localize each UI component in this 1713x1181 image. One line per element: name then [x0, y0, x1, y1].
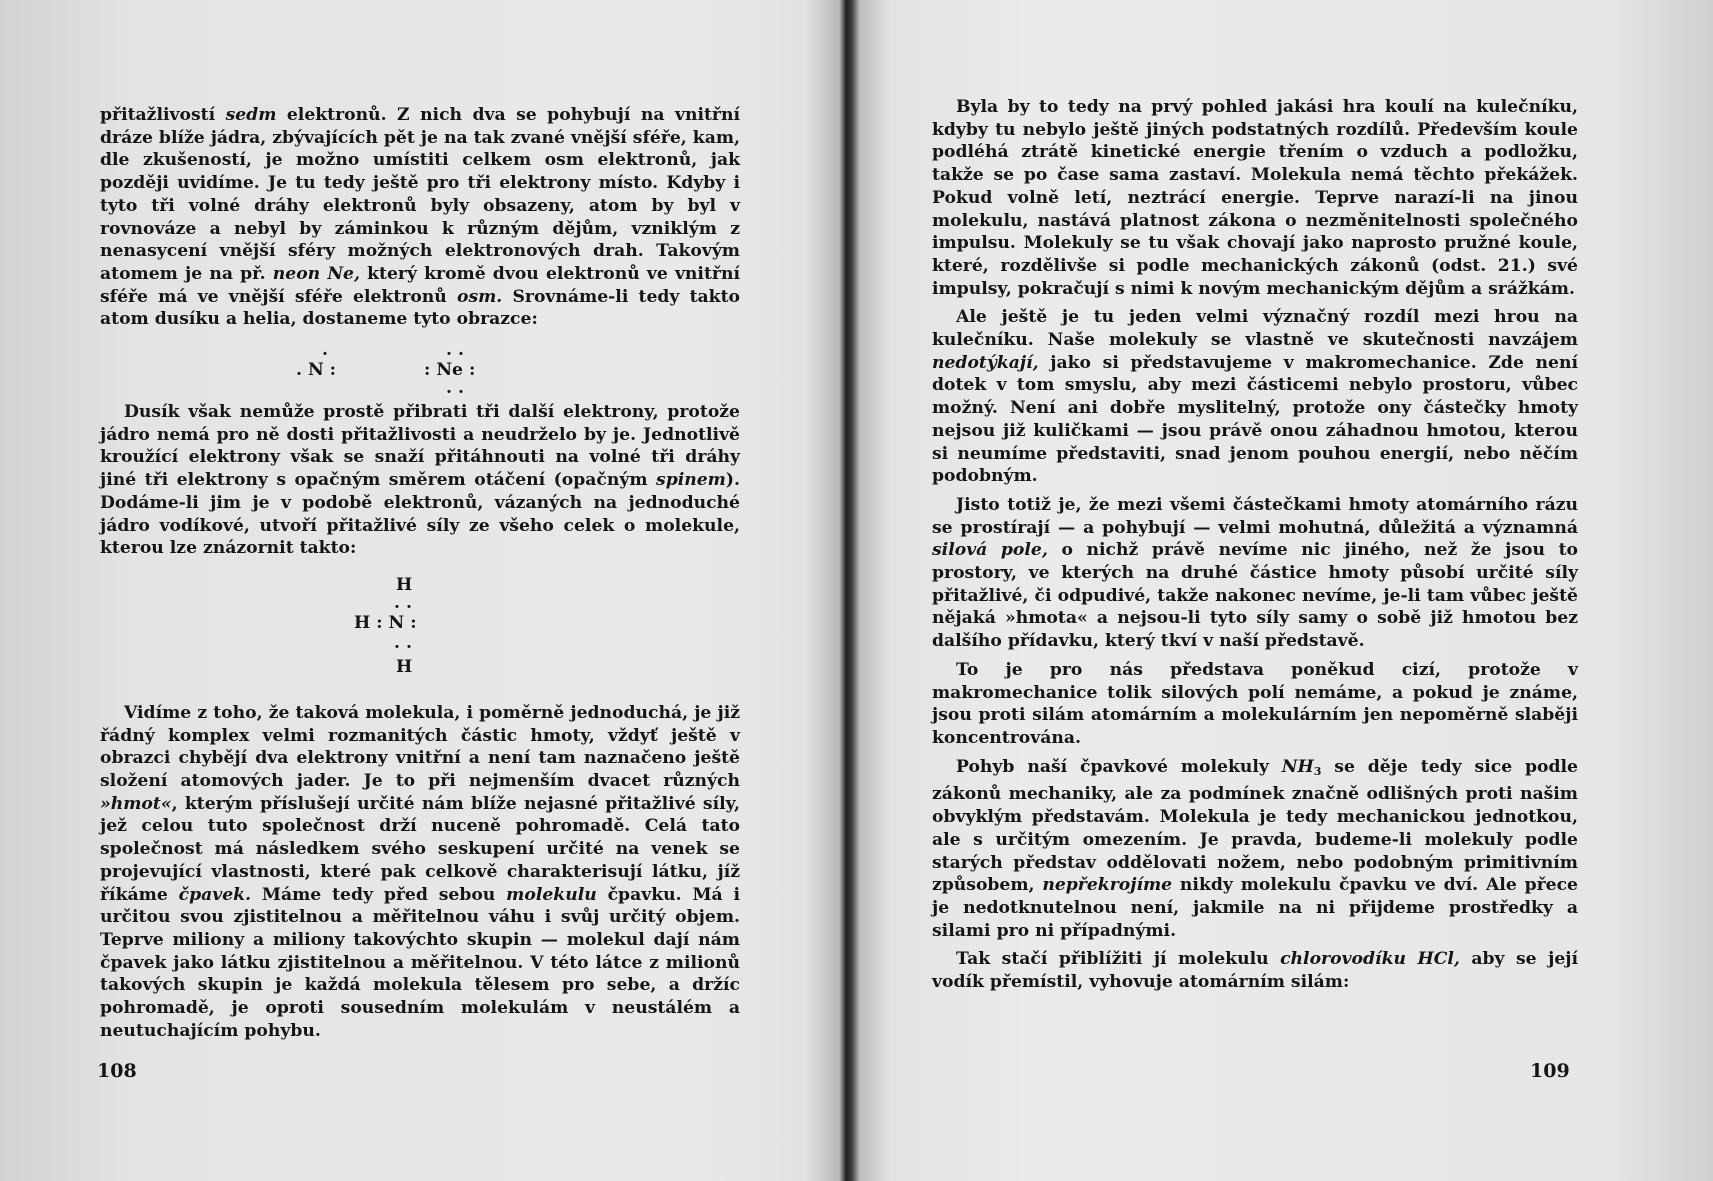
text: Tak stačí přiblížiti jí molekulu [956, 949, 1281, 970]
emphasis: sedm [225, 105, 277, 125]
text: Pohyb naší čpavkové molekuly [956, 756, 1282, 777]
text: se děje tedy sice podle zákonů mechaniky, ale za podmínek značně odlišných proti našim obvyklým představám. Molekula je tedy mechanickou jednotkou, ale s určitým omezením. Je pravda, budeme-li molekuly podle starých představ oddělovati nožem, nebo podobným primitivním způsobem, [932, 756, 1578, 896]
emphasis: spinem [656, 470, 726, 491]
paragraph [932, 306, 1578, 488]
left-page-text [100, 104, 740, 1043]
formula-hydrogen: H [396, 656, 413, 677]
right-page-text [932, 96, 1578, 994]
formula-nitrogen: . N : [296, 360, 337, 381]
formula-hydrogen: H [396, 574, 413, 595]
formula-neon: : Ne : [424, 360, 476, 381]
paragraph [932, 96, 1578, 300]
formula-dots: . . [446, 340, 464, 361]
subscript: 3 [1313, 764, 1322, 778]
text: Ale ještě je tu jeden velmi význačný rozdíl mezi hrou na kulečníku. Naše molekuly se vlastně ve skutečnosti navzájem [932, 307, 1578, 351]
formula-dots: . . [446, 378, 464, 399]
paragraph [100, 702, 740, 1043]
text: který kromě dvou elektronů ve vnitřní sféře má ve vnější sféře elektronů [100, 263, 740, 307]
paragraph [932, 948, 1578, 993]
formula-nh3: NH [1281, 756, 1314, 777]
text: To je pro nás představa poněkud cizí, protože v makromechanice tolik silových polí nemáme, a pokud je známe, jsou proti silám atomárním a molekulárním jen nepoměrně slaběji koncentrována. [932, 659, 1578, 748]
page-number: 108 [97, 1060, 137, 1082]
emphasis: čpavek. [178, 884, 252, 905]
emphasis: chlorovodíku HCl, [1280, 949, 1460, 970]
text: Srovnáme-li tedy takto atom dusíku a helia, dostaneme tyto obrazce: [100, 286, 740, 330]
text: Vidíme z toho, že taková molekula, i poměrně jednoduchá, je již řádný komplex velmi rozmanitých částic hmoty, vždyť ještě v obrazci chybějí dva elektrony vnitřní a není tam naznačeno ještě složení atomových jader. Je to při nejmenším dvacet různých [100, 702, 740, 792]
emphasis: silová pole, [932, 540, 1048, 561]
electron-dot-formula-nh3 [100, 562, 740, 698]
emphasis: »hmot« [100, 793, 172, 814]
text: elektronů. Z nich dva se pohybují na vnitřní dráze blíže jádra, zbývajících pět je na tak zvané vnější sféře, kam, dle zkušeností, je možno umístiti celkem osm elektronů, jak později uvidíme. Je tu tedy ještě pro tři elektrony místo. Kdyby i tyto tři volné dráhy elektronů byly obsazeny, atom by byl v rovnováze a nebyl by záminkou k různým dějům, vzniklým z nenasycení vnější sféry možných elektronových drah. Takovým atomem je na př. [100, 105, 741, 284]
text: Byla by to tedy na prvý pohled jakási hra koulí na kulečníku, kdyby tu nebylo ještě jiných podstatných rozdílů. Především koule podléhá ztrátě kinetické energie třením o vzduch a podložku, takže se po čase sama zastaví. Molekula nemá těchto překážek. Pokud volně letí, neztrácí energie. Teprve narazí-li na jinou molekulu, nastává platnost zákona o nezměnitelnosti společného impulsu. Molekuly se tu však chovají jako naprosto pružné koule, které, rozdělivše si podle mechanických zákonů (odst. 21.) své impulsy, pokračují s nimi k novým mechanickým dějům a srážkám. [932, 97, 1578, 299]
text: jako si představujeme v makromechanice. Zde není dotek v tom smyslu, aby mezi částicemi nebylo prostoru, vůbec možný. Není ani dobře myslitelný, protože ony částečky hmoty nejsou již kuličkami — jsou právě onou záhadnou hmotou, kterou si neumíme představiti, snad jenom pouhou energií, nebo něčím podobným. [932, 352, 1578, 487]
formula-h-n: H : N : [354, 612, 417, 633]
text: Jisto totiž je, že mezi všemi částečkami hmoty atomárního rázu se prostírají — a pohybují — velmi mohutná, důležitá a významná [932, 494, 1578, 538]
paragraph [932, 659, 1578, 750]
text: čpavku. Má i určitou svou zjistitelnou a měřitelnou váhu i svůj určitý objem. Teprve miliony a miliony takovýchto skupin — molekul dají nám čpavek jako látku zjistitelnou a měřitelnou. V této látce z milionů takových skupin je každá molekula tělesem pro sebe, a držíc pohromadě, je oproti sousedním molekulám v neustálém a neutuchajícím pohybu. [100, 884, 740, 1041]
paragraph [932, 756, 1578, 943]
formula-dots: . . [394, 592, 412, 613]
text: ). Dodáme-li jim je v podobě elektronů, vázaných na jednoduché jádro vodíkové, utvoří přitažlivé síly ze všeho celek o molekule, kterou lze znázornit takto: [100, 470, 740, 559]
formula-dots: . . [394, 632, 412, 653]
text: přitažlivostí [100, 105, 226, 125]
text: aby se její vodík přemístil, vyhovuje atomárním silám: [932, 949, 1578, 993]
paragraph [932, 494, 1578, 653]
emphasis: neon Ne, [272, 263, 360, 284]
electron-dot-formula-n-ne [100, 339, 740, 397]
left-page [0, 0, 840, 1181]
paragraph [100, 104, 740, 331]
text: Máme tedy před sebou [251, 884, 507, 905]
text: nikdy molekulu čpavku ve dví. Ale přece je nedotknutelnou není, jakmile na ni přijdeme prostředky a silami pro ni případnými. [932, 875, 1578, 941]
emphasis: molekulu [506, 884, 597, 905]
text: Dusík však nemůže prostě přibrati tři další elektrony, protože jádro nemá pro ně dosti přitažlivosti a neudrželo by je. Jednotlivě kroužící elektrony však se snaží přitáhnouti na volné tři dráhy jiné tři elektrony s opačným směrem otáčení (opačným [100, 402, 740, 491]
emphasis: nedotýkají, [932, 352, 1039, 373]
text: o nichž právě nevíme nic jiného, než že jsou to prostory, ve kterých na druhé částice hmoty působí určité síly přitažlivé, či odpudivé, takže nakonec nevíme, je-li tam vůbec ještě nějaká »hmota« a nejsou-li tyto síly samy o sobě již hmotou bez dalšího přídavku, který tkví v naší představě. [932, 540, 1578, 652]
page-number: 109 [1530, 1060, 1570, 1082]
right-page [850, 0, 1713, 1181]
text: , kterým příslušejí určité nám blíže nejasné přitažlivé síly, jež celou tuto společnost drží nuceně pohromadě. Celá tato společnost má následkem svého seskupení určité na venek se projevující vlastnosti, které pak celkově charakterisují látku, jíž říkáme [100, 793, 740, 905]
emphasis: nepřekrojíme [1042, 875, 1173, 896]
emphasis: osm. [456, 286, 503, 307]
formula-dot: . [322, 340, 328, 361]
paragraph [100, 401, 740, 560]
